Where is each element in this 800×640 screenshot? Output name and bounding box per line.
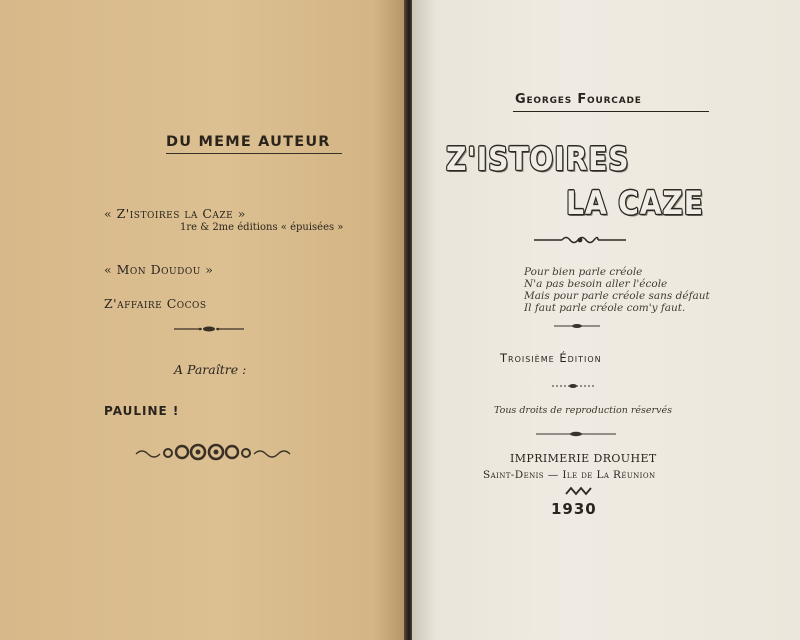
printer-name: IMPRIMERIE DROUHET xyxy=(510,452,657,465)
title-ornament-icon xyxy=(532,234,628,246)
author-underline xyxy=(513,111,709,112)
edition-label: Troisième Édition xyxy=(500,351,602,365)
book-title-line-2: LA CAZE xyxy=(566,184,704,222)
ornament-divider-icon xyxy=(534,430,618,438)
publication-year: 1930 xyxy=(551,500,597,518)
epigraph-line-4: Il faut parle créole com'y faut. xyxy=(524,302,686,314)
wave-ornament-icon xyxy=(564,486,594,496)
author-name: Georges Fourcade xyxy=(515,92,642,107)
ornament-divider-icon xyxy=(548,382,598,390)
forthcoming-label: A Paraître : xyxy=(174,362,247,377)
forthcoming-title: PAULINE ! xyxy=(104,404,180,418)
work-title-1: « Z'istoires la Caze » xyxy=(104,206,246,221)
epigraph-line-1: Pour bien parle créole xyxy=(524,266,643,278)
book-title-line-1: Z'ISTOIRES xyxy=(446,140,630,178)
rights-notice: Tous droits de reproduction réservés xyxy=(494,405,672,416)
work-note-1: 1re & 2me éditions « épuisées » xyxy=(180,222,344,233)
epigraph-line-2: N'a pas besoin aller l'école xyxy=(524,278,668,290)
scroll-ornament-icon xyxy=(134,440,294,464)
ornament-divider-icon xyxy=(172,324,246,334)
epigraph-line-3: Mais pour parle créole sans défaut xyxy=(524,290,710,302)
heading-underline xyxy=(166,153,342,154)
left-page-heading: DU MEME AUTEUR xyxy=(166,134,331,150)
work-title-3: Z'affaire Cocos xyxy=(104,296,207,311)
ornament-divider-icon xyxy=(552,322,602,330)
print-location: Saint-Denis — Ile de La Réunion xyxy=(483,469,656,481)
work-title-2: « Mon Doudou » xyxy=(104,262,214,277)
